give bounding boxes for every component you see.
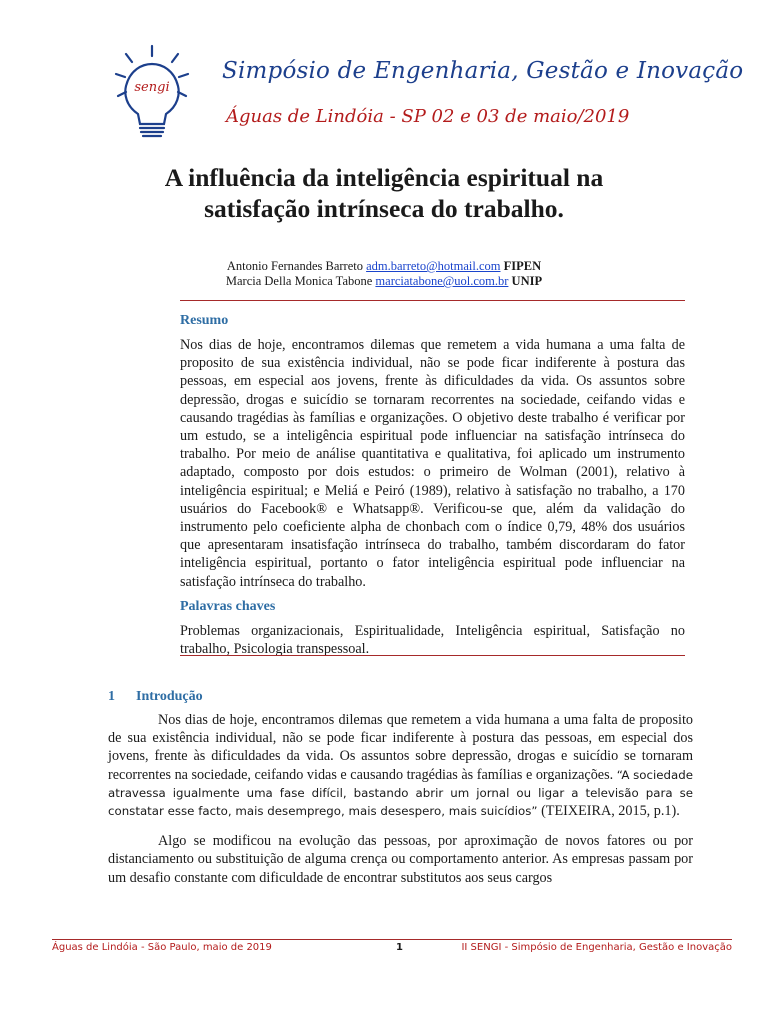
paper-title-line-2: satisfação intrínseca do trabalho. [204,194,564,223]
intro-paragraph: Algo se modificou na evolução das pessoas, por aproximação de novos fatores ou por distanciamento ou substituição de alguma crença ou comportamento anterior. As empresas passam por um desafio constante com dificuldade de encontrar substitutos aos seus cargos [108,833,693,886]
author-email-link[interactable]: adm.barreto@hotmail.com [366,259,501,273]
author-name: Marcia Della Monica Tabone [225,274,373,288]
footer-location: Águas de Lindóia - São Paulo, maio de 2019 [52,942,272,953]
introduction-section [108,688,693,887]
paper-title [0,162,768,224]
author-affiliation: FIPEN [503,259,542,273]
footer-event: II SENGI - Simpósio de Engenharia, Gestão e Inovação [461,942,732,953]
intro-citation: (TEIXEIRA, 2015, p.1). [537,803,680,820]
keywords-text: Problemas organizacionais, Espiritualidade, Inteligência espiritual, Satisfação no trabalho, Psicologia transpessoal. [180,622,685,658]
intro-paragraph [108,711,693,820]
paper-title-line-1: A influência da inteligência espiritual na [164,163,604,192]
page-number: 1 [396,942,403,953]
keywords-heading: Palavras chaves [180,598,276,614]
conference-subtitle: Águas de Lindóia - SP 02 e 03 de maio/2019 [226,106,630,127]
author-list [0,259,768,289]
page-header [0,0,768,150]
intro-paragraph-text: Nos dias de hoje, encontramos dilemas que remetem a vida humana a uma falta de proposito de sua existência individual, não se pode ficar indiferente à postura das pessoas, em especial dos jovens, frente às dificuldades da vida. Os assuntos sobre depressão, drogas e suicídio se tornaram recorrentes na sociedade, ceifando vidas e causando tragédias às famílias e organizações. [108,712,693,783]
author-name: Antonio Fernandes Barreto [226,259,363,273]
introduction-heading [108,688,693,706]
conference-title: Simpósio de Engenharia, Gestão e Inovação [222,58,744,84]
divider [180,300,685,301]
author-email-link[interactable]: marciatabone@uol.com.br [375,274,509,288]
author-row [0,259,768,274]
author-row [0,274,768,289]
abstract-heading: Resumo [180,313,229,328]
section-title: Introdução [136,689,203,704]
section-number: 1 [108,689,115,704]
intro-quote: “A sociedade atravessa igualmente uma fase difícil, bastando abrir um jornal ou ligar a televisão para se constatar esse facto, mais desemprego, mais desespero, mais suicídios” [108,767,693,819]
author-affiliation: UNIP [511,274,543,288]
divider [180,655,685,656]
abstract-section [180,312,685,658]
logo-text: sengi [134,80,170,95]
abstract-text: Nos dias de hoje, encontramos dilemas que remetem a vida humana a uma falta de proposito de sua existência individual, não se pode ficar indiferente à postura das pessoas, em especial aos jovens, frente às dificuldades da vida. Os assuntos sobre depressão, drogas e suicídio se tornaram recorrentes na sociedade, ceifando vidas e causando tragédias às famílias e organizações. O objetivo deste trabalho é verificar por um estudo, se a inteligência espiritual pode influenciar na satisfação intrínseca do trabalho. Por meio de análise quantitativa e qualitativa, foi aplicado um instrumento adaptado, composto por dois estudos: o primeiro de Wolman (2001), relativo à inteligência espiritual; e Meliá e Peiró (1989), relativo à satisfação no trabalho, a 170 usuários do Facebook® e Whatsapp®. Verificou-se que, além da validação do instrumento pelo coeficiente alpha de chonbach com o índice 0,79, 48% dos usuários que apresentaram insatisfação intrínseca do trabalho, também discordaram do fator inteligência espiritual, portanto o fator inteligência espiritual pode influenciar na satisfação intrínseca do trabalho. [180,337,685,590]
footer-divider [52,939,732,940]
lightbulb-logo-icon [112,44,192,144]
